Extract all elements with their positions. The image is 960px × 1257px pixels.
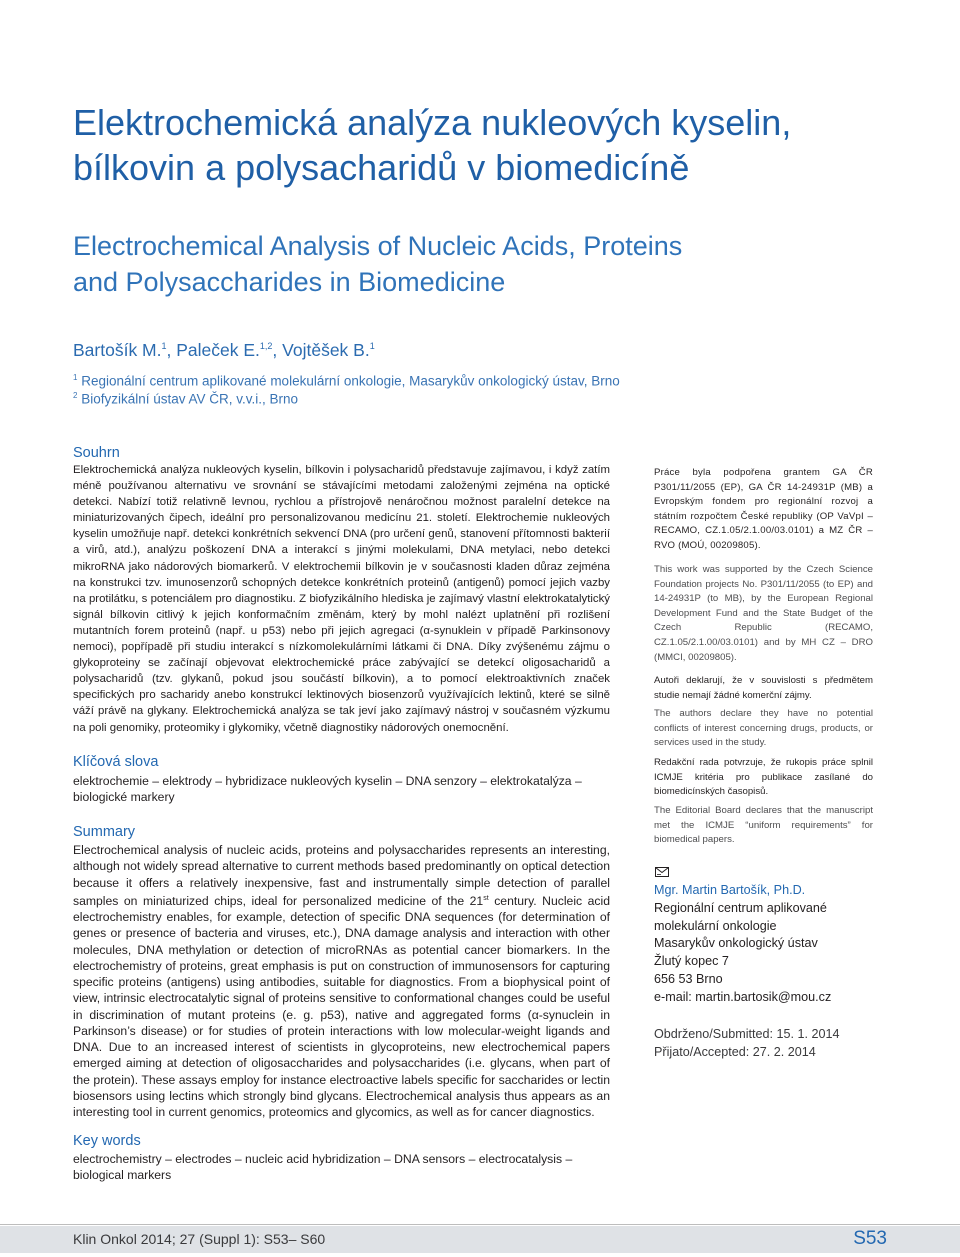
article-title (73, 100, 893, 190)
editorial-note-en: The Editorial Board declares that the manuscript met the ICMJE “uniform requirements” for biomedical papers. (654, 805, 873, 846)
author-name: Bartošík M. (73, 340, 162, 360)
funding-note-cz: Práce byla podpořena grantem GA ČR P301/11/2055 (EP), GA ČR 14-24931P (MB) a Evropským fondem pro regionální rozvoj a státním rozpočtem České republiky (OP VaVpI – RECAMO, CZ.1.05/2.1.00/03.0101) a MZ ČR – RVO (MOÚ, 00209805). (654, 467, 873, 551)
footer-divider (0, 1224, 960, 1225)
ordinal-suffix: st (483, 894, 489, 902)
affiliation-text: Biofyzikální ústav AV ČR, v.v.i., Brno (77, 391, 299, 407)
affiliation (73, 373, 620, 389)
affiliation (73, 391, 298, 407)
section-heading-key-words: Key words (73, 1133, 141, 1149)
section-heading-souhrn: Souhrn (73, 445, 120, 461)
section-heading-summary: Summary (73, 824, 136, 840)
author-affiliation-mark: 1 (369, 341, 375, 352)
accepted-date: Přijato/Accepted: 27. 2. 2014 (654, 1044, 816, 1059)
section-heading-klicova-slova: Klíčová slova (73, 754, 159, 770)
abstract-cz: Elektrochemická analýza nukleových kyselin, bílkovin i polysacharidů představuje zajímavou, i když zatím méně používanou alternativu ve srovnání se stávajícími metodami založenými zejména na optické detekci. Nabízí totiž relativně levnou, rychlou a přístrojově nenáročnou možnost paralelní detekce na miniaturizovaných čipech, ideální pro personalizovanou medicínu 21. století. Elektrochemie nukleových kyselin umožňuje např. detekci konkrétních sekvencí DNA (pro určení genů, stanovení přítomnosti bakterií a virů, atd.), analýzu poškození DNA a interakcí s jinými molekulami, DNA metylaci, nebo detekci mikroRNA jako nádorových biomarkerů. V elektrochemii bílkovin je v současnosti kladen důraz zejména na konstrukci tzv. imunosenzorů schopných detekce konkrétních proteinů (antigenů) pomocí jejich vazby na protilátku, s potenciálem pro diagnostiku. Z biofyzikálního hlediska je zajímavý vlastní elektrokatalytický signál bílkovin citlivý k jejich konformačním změnám, který by mohl nalézt uplatnění při rozlišení mutantních forem proteinů (např. u p53) nebo při jejich agregaci (α-synuklein v případě Parkinsonovy nemoci), popřípadě při studiu interakcí s nízkomolekulárními látkami či DNA. Díky zvýšenému zájmu o glykoproteiny se začínají objevovat elektrochemické práce zabývající se detekcí oligosacharidů a polysacharidů (tzv. glykanů, pokud jsou součástí bílkovin), a to pomocí elektroaktivních značek specifických pro sacharidy anebo konstrukcí lektinových biosenzorů využívajících lektinů, které se silně váží právě na glykany. Elektrochemická analýza se tak jeví jako zajímavý nástroj v současném výzkumu na poli genomiky, proteomiky i glykomiky, včetně diagnostiky nádorových onemocnění. (73, 464, 610, 734)
mail-icon (655, 867, 669, 877)
author-affiliation-mark: 1,2 (259, 341, 273, 352)
author-name: , Paleček E. (166, 340, 260, 360)
author-list (73, 340, 375, 361)
article-subtitle-line: and Polysaccharides in Biomedicine (73, 267, 506, 297)
author-name: , Vojtěšek B. (272, 340, 370, 360)
conflict-note-en: The authors declare they have no potential conflicts of interest concerning drugs, products, or services used in the study. (654, 708, 873, 749)
author-affiliation-mark: 1 (161, 341, 167, 352)
journal-citation: Klin Onkol 2014; 27 (Suppl 1): S53– S60 (73, 1231, 326, 1247)
correspondence-line: Regionální centrum aplikované (654, 900, 827, 915)
keywords-en: electrochemistry – electrodes – nucleic acid hybridization – DNA sensors – electrocatalysis – biological markers (73, 1152, 573, 1183)
correspondence-line: molekulární onkologie (654, 918, 777, 933)
correspondence-line: 656 53 Brno (654, 971, 723, 986)
funding-note-en: This work was supported by the Czech Science Foundation projects No. P301/11/2055 (to EP) and 14-24931P (to MB), by the European Regional Development Fund and the State Budget of the Czech Republic (RECAMO, CZ.1.05/2.1.00/03.0101) and by MH CZ – DRO (MMCI, 00209805). (654, 564, 873, 663)
correspondence-line: Žlutý kopec 7 (654, 954, 729, 969)
abstract-en (73, 842, 610, 1120)
editorial-note-cz: Redakční rada potvrzuje, že rukopis práce splnil ICMJE kritéria pro publikace zasílané do biomedicínských časopisů. (654, 757, 873, 798)
abstract-en-text: Electrochemical analysis of nucleic acids, proteins and polysaccharides represents an interesting, although not widely spread alternative to current methods based predominantly on optical detection because it offers a relatively inexpensive, fast and instrumentally simple detection of parallel samples on miniaturized chips, ideal for personalized medicine of the 21 (73, 843, 610, 908)
abstract-en-text: century. Nucleic acid electrochemistry enables, for example, detection of specific DNA sequences (for determination of genes or presence of bacteria and viruses, etc.), DNA damage analysis and interaction with other molecules, DNA methylation or detection of microRNAs as potential cancer biomarkers. In the electrochemistry of proteins, great emphasis is put on construction of immunosensors for capturing specific proteins (antigens) using antibodies, suitable for diagnostics. From a biophysical point of view, intrinsic electrocatalytic signal of proteins sensitive to conformational changes could be useful in discrimination of mutant proteins (e. g. p53), native and aggregated forms (α-synuclein in Parkinson’s disease) or for studies of protein interactions with low molecular-weight ligands and DNA. Due to an increased interest of scientists in glycoproteins, new electrochemical papers emerged aiming at detection of oligosaccharides and polysaccharides (i.e. glycans, when part of the protein). These assays employ for instance electroactive labels specific for saccharides or lectin biosensors using lectins which strongly bind glycans. Electrochemical analysis thus appears as an interesting tool in current genomics, proteomics and glycomics, as well as for cancer diagnostics. (73, 893, 610, 1120)
affiliation-number: 1 (73, 373, 78, 382)
submitted-date: Obdrženo/Submitted: 15. 1. 2014 (654, 1027, 840, 1041)
keywords-cz: elektrochemie – elektrody – hybridizace nukleových kyselin – DNA senzory – elektrokatalýza – biologické markery (73, 774, 582, 805)
page-number: S53 (853, 1228, 887, 1249)
article-subtitle-en (73, 228, 893, 300)
conflict-note-cz: Autoři deklarují, že v souvislosti s předmětem studie nemají žádné komerční zájmy. (654, 675, 873, 701)
correspondence-name: Mgr. Martin Bartošík, Ph.D. (654, 883, 806, 897)
affiliation-number: 2 (73, 391, 78, 400)
correspondence-email: e-mail: martin.bartosik@mou.cz (654, 989, 832, 1004)
submission-dates (654, 1026, 840, 1062)
article-subtitle-line: Electrochemical Analysis of Nucleic Acids, Proteins (73, 231, 683, 261)
correspondence-address (654, 882, 914, 1007)
article-title-line: Elektrochemická analýza nukleových kyselin, (73, 102, 792, 143)
article-title-line: bílkovin a polysacharidů v biomedicíně (73, 147, 690, 188)
correspondence-line: Masarykův onkologický ústav (654, 936, 818, 951)
affiliation-text: Regionální centrum aplikované molekulární onkologie, Masarykův onkologický ústav, Brno (77, 373, 620, 389)
